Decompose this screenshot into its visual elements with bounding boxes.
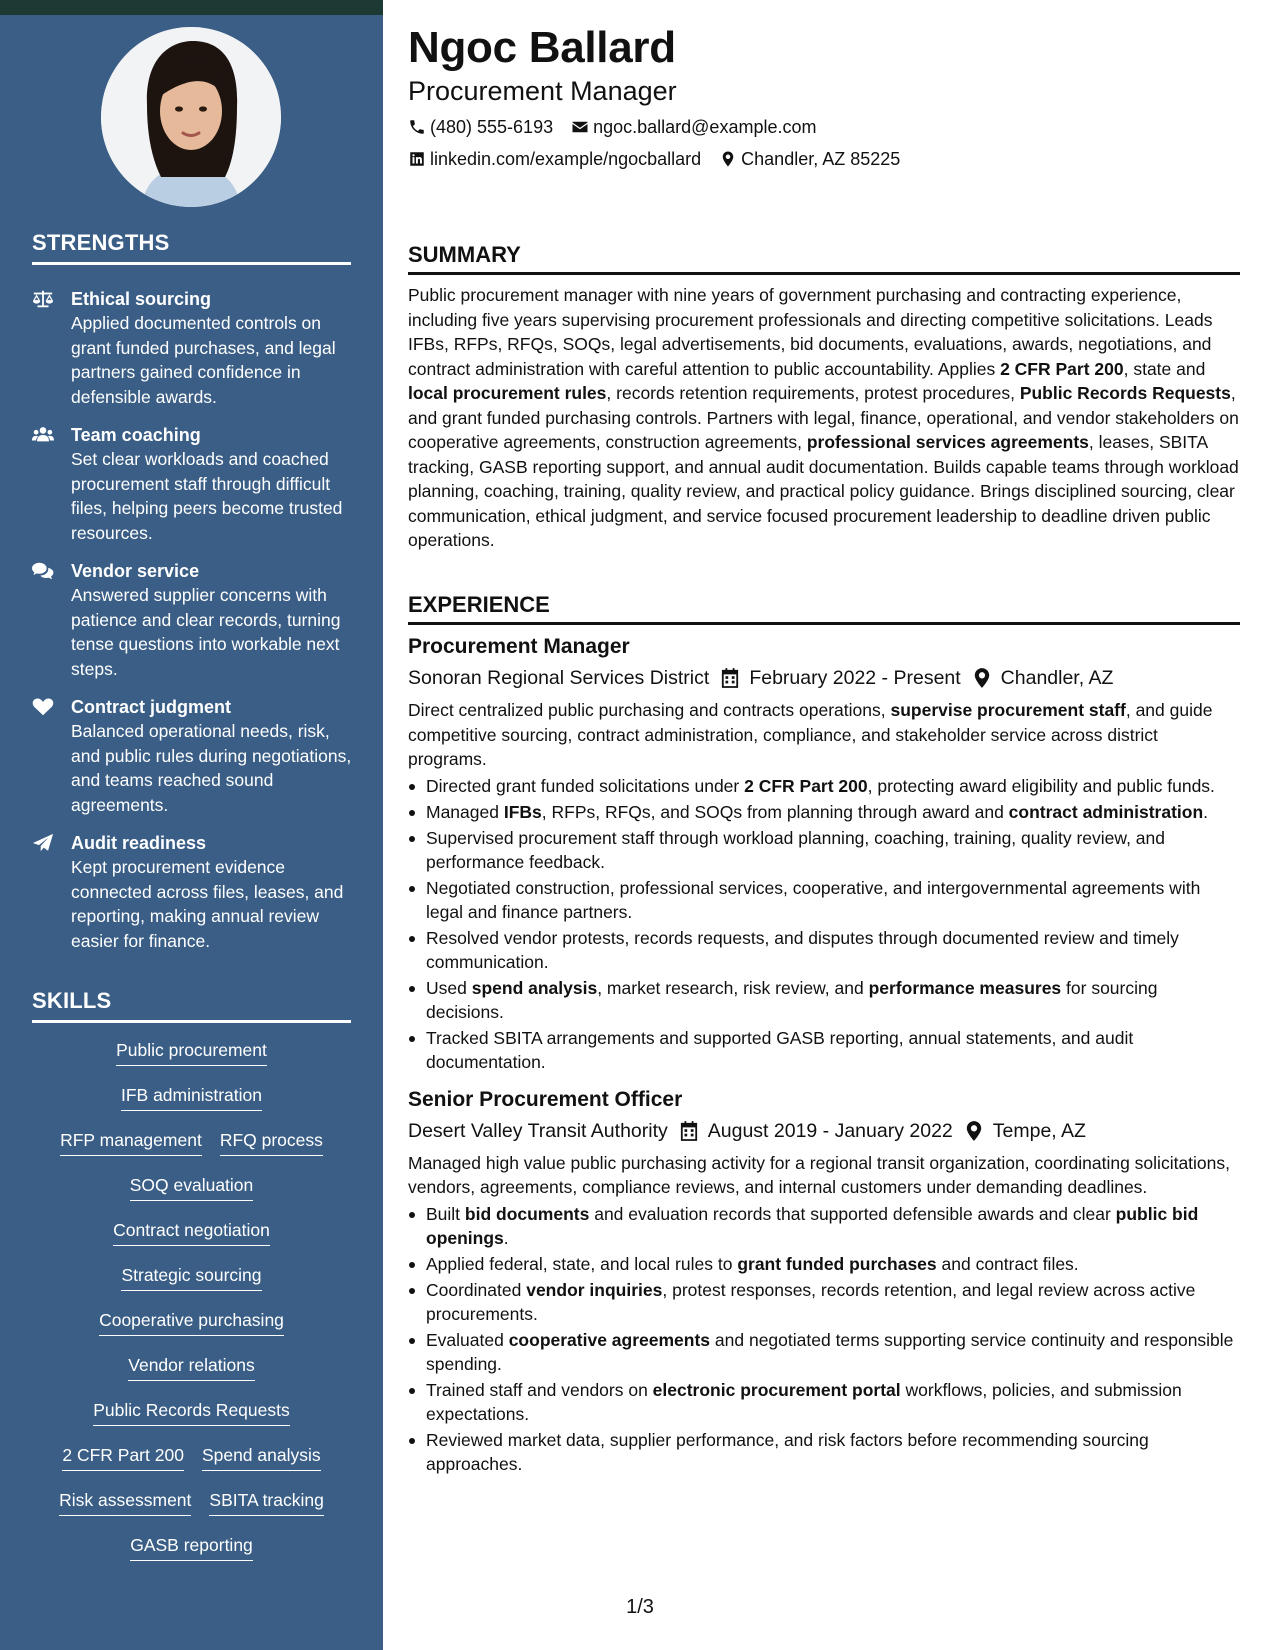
phone-icon bbox=[408, 118, 426, 136]
skills-list bbox=[32, 1038, 351, 1578]
experience-heading: EXPERIENCE bbox=[408, 591, 1240, 625]
comments-icon bbox=[32, 559, 71, 681]
job-location: Chandler, AZ bbox=[1000, 667, 1114, 689]
heart-icon bbox=[32, 695, 71, 817]
linkedin-contact[interactable] bbox=[408, 147, 701, 171]
strength-item bbox=[32, 287, 362, 409]
skill-tag: Spend analysis bbox=[202, 1443, 321, 1471]
list-item: Directed grant funded solicitations under 2 CFR Part 200, protecting award eligibility and public funds. bbox=[408, 774, 1240, 798]
location-text: Chandler, AZ 85225 bbox=[741, 149, 901, 169]
envelope-icon bbox=[571, 118, 589, 136]
strength-item bbox=[32, 831, 362, 953]
job-bullets bbox=[408, 1202, 1240, 1476]
skill-tag: SOQ evaluation bbox=[130, 1173, 254, 1201]
list-item: Used spend analysis, market research, risk review, and performance measures for sourcing decisions. bbox=[408, 976, 1240, 1024]
location-contact bbox=[719, 147, 900, 171]
company-name: Desert Valley Transit Authority bbox=[408, 1119, 668, 1142]
calendar-icon bbox=[680, 1121, 698, 1141]
job-entry bbox=[408, 1086, 1240, 1476]
job-dates: August 2019 - January 2022 bbox=[707, 1119, 953, 1142]
job-title: Procurement Manager bbox=[408, 635, 630, 658]
strength-item bbox=[32, 695, 362, 817]
job-meta bbox=[408, 664, 1240, 692]
company-name: Sonoran Regional Services District bbox=[408, 667, 710, 689]
map-pin-icon bbox=[973, 668, 991, 688]
strength-description: Kept procurement evidence connected across files, leases, and reporting, making annual review easier for finance. bbox=[71, 857, 344, 951]
candidate-name: Ngoc Ballard bbox=[408, 23, 676, 72]
skills-heading: SKILLS bbox=[32, 988, 351, 1023]
email-address: ngoc.ballard@example.com bbox=[593, 117, 817, 137]
skill-tag: Vendor relations bbox=[128, 1353, 254, 1381]
strength-title: Audit readiness bbox=[71, 833, 207, 853]
list-item: Resolved vendor protests, records requests, and disputes through documented review and timely communication. bbox=[408, 926, 1240, 974]
phone-number: (480) 555-6193 bbox=[430, 117, 554, 137]
list-item: Applied federal, state, and local rules to grant funded purchases and contract files. bbox=[408, 1252, 1240, 1276]
strengths-heading: STRENGTHS bbox=[32, 230, 351, 265]
job-title: Senior Procurement Officer bbox=[408, 1087, 683, 1111]
linkedin-url: linkedin.com/example/ngocballard bbox=[430, 149, 702, 169]
strength-item bbox=[32, 559, 362, 681]
skill-tag: RFQ process bbox=[220, 1128, 323, 1156]
list-item: Reviewed market data, supplier performance, and risk factors before recommending sourcing approaches. bbox=[408, 1428, 1240, 1476]
skill-tag: Cooperative purchasing bbox=[99, 1308, 284, 1336]
summary-section bbox=[408, 241, 1240, 553]
users-icon bbox=[32, 423, 71, 545]
experience-section bbox=[408, 591, 1240, 1488]
avatar bbox=[101, 27, 281, 207]
calendar-icon bbox=[721, 668, 739, 688]
list-item: Built bid documents and evaluation records that supported defensible awards and clear public bid openings. bbox=[408, 1202, 1240, 1250]
skill-tag: IFB administration bbox=[121, 1083, 262, 1111]
strength-title: Team coaching bbox=[71, 425, 201, 445]
list-item: Evaluated cooperative agreements and negotiated terms supporting service continuity and responsible spending. bbox=[408, 1328, 1240, 1376]
scale-icon bbox=[32, 287, 71, 409]
strength-description: Applied documented controls on grant funded purchases, and legal partners gained confidence in defensible awards. bbox=[71, 313, 336, 407]
skill-tag: Strategic sourcing bbox=[121, 1263, 261, 1291]
job-entry bbox=[408, 633, 1240, 1074]
skill-tag: GASB reporting bbox=[130, 1533, 253, 1561]
list-item: Trained staff and vendors on electronic procurement portal workflows, policies, and submission expectations. bbox=[408, 1378, 1240, 1426]
job-location: Tempe, AZ bbox=[992, 1119, 1086, 1142]
skill-tag: Risk assessment bbox=[59, 1488, 191, 1516]
skill-tag: Contract negotiation bbox=[113, 1218, 270, 1246]
sidebar-top-bar bbox=[0, 0, 383, 15]
job-intro: Managed high value public purchasing activity for a regional transit organization, coordinating solicitations, vendors, agreements, compliance reviews, and internal customers under demanding deadlines. bbox=[408, 1152, 1231, 1197]
strengths-list bbox=[32, 287, 362, 967]
resume-header bbox=[408, 22, 1240, 171]
strength-item bbox=[32, 423, 362, 545]
list-item: Managed IFBs, RFPs, RFQs, and SOQs from planning through award and contract administration. bbox=[408, 800, 1240, 824]
skill-tag: RFP management bbox=[60, 1128, 202, 1156]
phone-contact[interactable] bbox=[408, 115, 553, 139]
list-item: Tracked SBITA arrangements and supported GASB reporting, annual statements, and audit documentation. bbox=[408, 1026, 1240, 1074]
list-item: Coordinated vendor inquiries, protest responses, records retention, and legal review across active procurements. bbox=[408, 1278, 1240, 1326]
strength-title: Contract judgment bbox=[71, 697, 231, 717]
map-pin-icon bbox=[719, 150, 737, 168]
strength-title: Ethical sourcing bbox=[71, 289, 212, 309]
strength-description: Set clear workloads and coached procurement staff through difficult files, helping peers become trusted resources. bbox=[71, 449, 343, 543]
skill-tag: SBITA tracking bbox=[209, 1488, 323, 1516]
profile-photo bbox=[101, 27, 281, 207]
list-item: Supervised procurement staff through workload planning, coaching, training, quality review, and performance feedback. bbox=[408, 826, 1240, 874]
strength-title: Vendor service bbox=[71, 561, 200, 581]
linkedin-icon bbox=[408, 150, 426, 168]
page-number: 1/3 bbox=[626, 1596, 654, 1618]
skill-tag: Public Records Requests bbox=[93, 1398, 289, 1426]
paper-plane-icon bbox=[32, 831, 71, 953]
summary-text: Public procurement manager with nine years of government purchasing and contracting experience, including five years supervising procurement professionals and directing competitive solicitations. Leads IFBs, RFPs, RFQs, SOQs, legal advertisements, bid documents, evaluations, awards, negotiations, and contract administration with careful attention to public accountability. Applies 2 CFR Part 200, state and local procurement rules, records retention requirements, protest procedures, Public Records Requests, and grant funded purchasing controls. Partners with legal, finance, operational, and vendor stakeholders on cooperative agreements, construction agreements, professional services agreements, leases, SBITA tracking, GASB reporting support, and annual audit documentation. Builds capable teams through workload planning, coaching, training, quality review, and practical policy guidance. Brings disciplined sourcing, clear communication, ethical judgment, and service focused procurement leadership to deadline driven public operations. bbox=[408, 285, 1239, 550]
map-pin-icon bbox=[965, 1121, 983, 1141]
summary-heading: SUMMARY bbox=[408, 241, 1240, 275]
strength-description: Balanced operational needs, risk, and public rules during negotiations, and teams reached sound agreements. bbox=[71, 721, 352, 815]
job-intro: Direct centralized public purchasing and contracts operations, supervise procurement staff, and guide competitive sourcing, contract administration, compliance, and stakeholder service across district programs. bbox=[408, 700, 1213, 769]
list-item: Negotiated construction, professional services, cooperative, and intergovernmental agreements with legal and finance partners. bbox=[408, 876, 1240, 924]
job-dates: February 2022 - Present bbox=[749, 667, 961, 689]
candidate-title: Procurement Manager bbox=[408, 76, 677, 106]
job-bullets bbox=[408, 774, 1240, 1074]
sidebar bbox=[0, 0, 383, 1650]
strength-description: Answered supplier concerns with patience and clear records, turning tense questions into workable next steps. bbox=[71, 585, 341, 679]
email-contact[interactable] bbox=[571, 115, 816, 139]
skill-tag: Public procurement bbox=[116, 1038, 267, 1066]
job-meta bbox=[408, 1117, 1240, 1145]
skill-tag: 2 CFR Part 200 bbox=[62, 1443, 184, 1471]
